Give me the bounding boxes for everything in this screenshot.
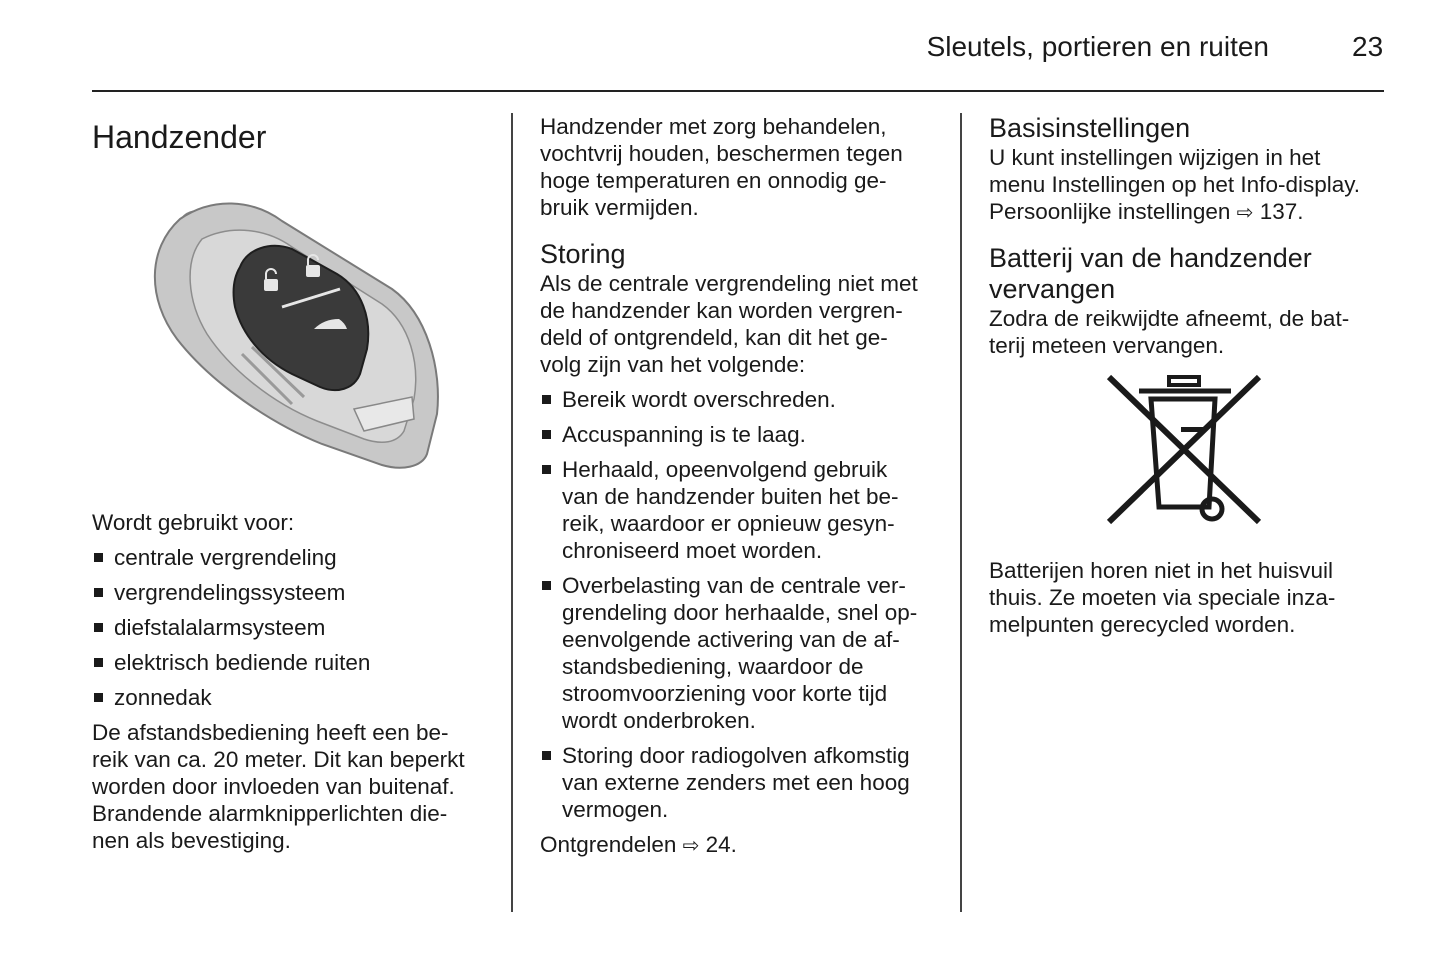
storing-intro: Als de centrale vergrendeling niet met de handzender kan worden vergren- deld of ontgrendeld, kan dit het ge- volg zijn van het volgende:: [540, 271, 918, 377]
uses-intro: Wordt gebruikt voor:: [92, 510, 295, 535]
causes-list: [540, 386, 945, 823]
page-reference-arrow-icon: ⇨: [682, 835, 700, 857]
section-title-batterij: Batterij van de handzender vervangen: [989, 243, 1312, 304]
list-item: Herhaald, opeenvolgend gebruik van de handzender buiten het be- reik, waardoor er opnieuw gesyn- chroniseerd moet worden.: [540, 456, 945, 564]
header-title: Sleutels, portieren en ruiten: [926, 31, 1269, 62]
header-rule: [92, 90, 1384, 92]
list-item: Bereik wordt overschreden.: [540, 386, 945, 413]
settings-reference[interactable]: Persoonlijke instellingen ⇨ 137.: [989, 199, 1304, 224]
column-settings-battery: [989, 113, 1389, 638]
column-divider-left: [511, 113, 513, 912]
range-paragraph: De afstandsbediening heeft een be- reik van ca. 20 meter. Dit kan beperkt worden door invloeden van buitenaf. Brandende alarmknipperlichten die- nen als bevestiging.: [92, 720, 465, 853]
section-title-storing: Storing: [540, 239, 626, 269]
list-item: diefstalalarmsysteem: [92, 614, 497, 641]
list-item: centrale vergrendeling: [92, 544, 497, 571]
battery-paragraph: Zodra de reikwijdte afneemt, de bat- terij meteen vervangen.: [989, 306, 1350, 358]
car-key-fob-icon: [92, 169, 487, 487]
page-reference-arrow-icon: ⇨: [1236, 202, 1254, 224]
disposal-paragraph: Batterijen horen niet in het huisvuil thuis. Ze moeten via speciale inza- melpunten gerecycled worden.: [989, 558, 1336, 637]
list-item: Accuspanning is te laag.: [540, 421, 945, 448]
unlock-reference[interactable]: Ontgrendelen ⇨ 24.: [540, 832, 737, 857]
uses-list: [92, 544, 497, 711]
settings-paragraph: U kunt instellingen wijzigen in het menu Instellingen op het Info-display. Persoonlijke instellingen ⇨ 137.: [989, 145, 1361, 224]
column-divider-right: [960, 113, 962, 912]
section-title-basisinstellingen: Basisinstellingen: [989, 113, 1191, 143]
section-title-handzender: Handzender: [92, 119, 267, 155]
list-item: elektrisch bediende ruiten: [92, 649, 497, 676]
column-storing: [540, 113, 945, 860]
care-paragraph: Handzender met zorg behandelen, vochtvrij houden, beschermen tegen hoge temperaturen en onnodig ge- bruik vermijden.: [540, 114, 903, 220]
page-number: 23: [1352, 31, 1384, 62]
list-item: Storing door radiogolven afkomstig van externe zenders met een hoog vermogen.: [540, 742, 945, 823]
column-handzender: [92, 113, 497, 854]
crossed-out-bin-icon: [989, 371, 1389, 543]
list-item: Overbelasting van de centrale ver- grendeling door herhaalde, snel op- eenvolgende activering van de af- standsbediening, waardoor de stroomvoorziening voor korte tijd wordt onderbroken.: [540, 572, 945, 734]
list-item: vergrendelingssysteem: [92, 579, 497, 606]
list-item: zonnedak: [92, 684, 497, 711]
